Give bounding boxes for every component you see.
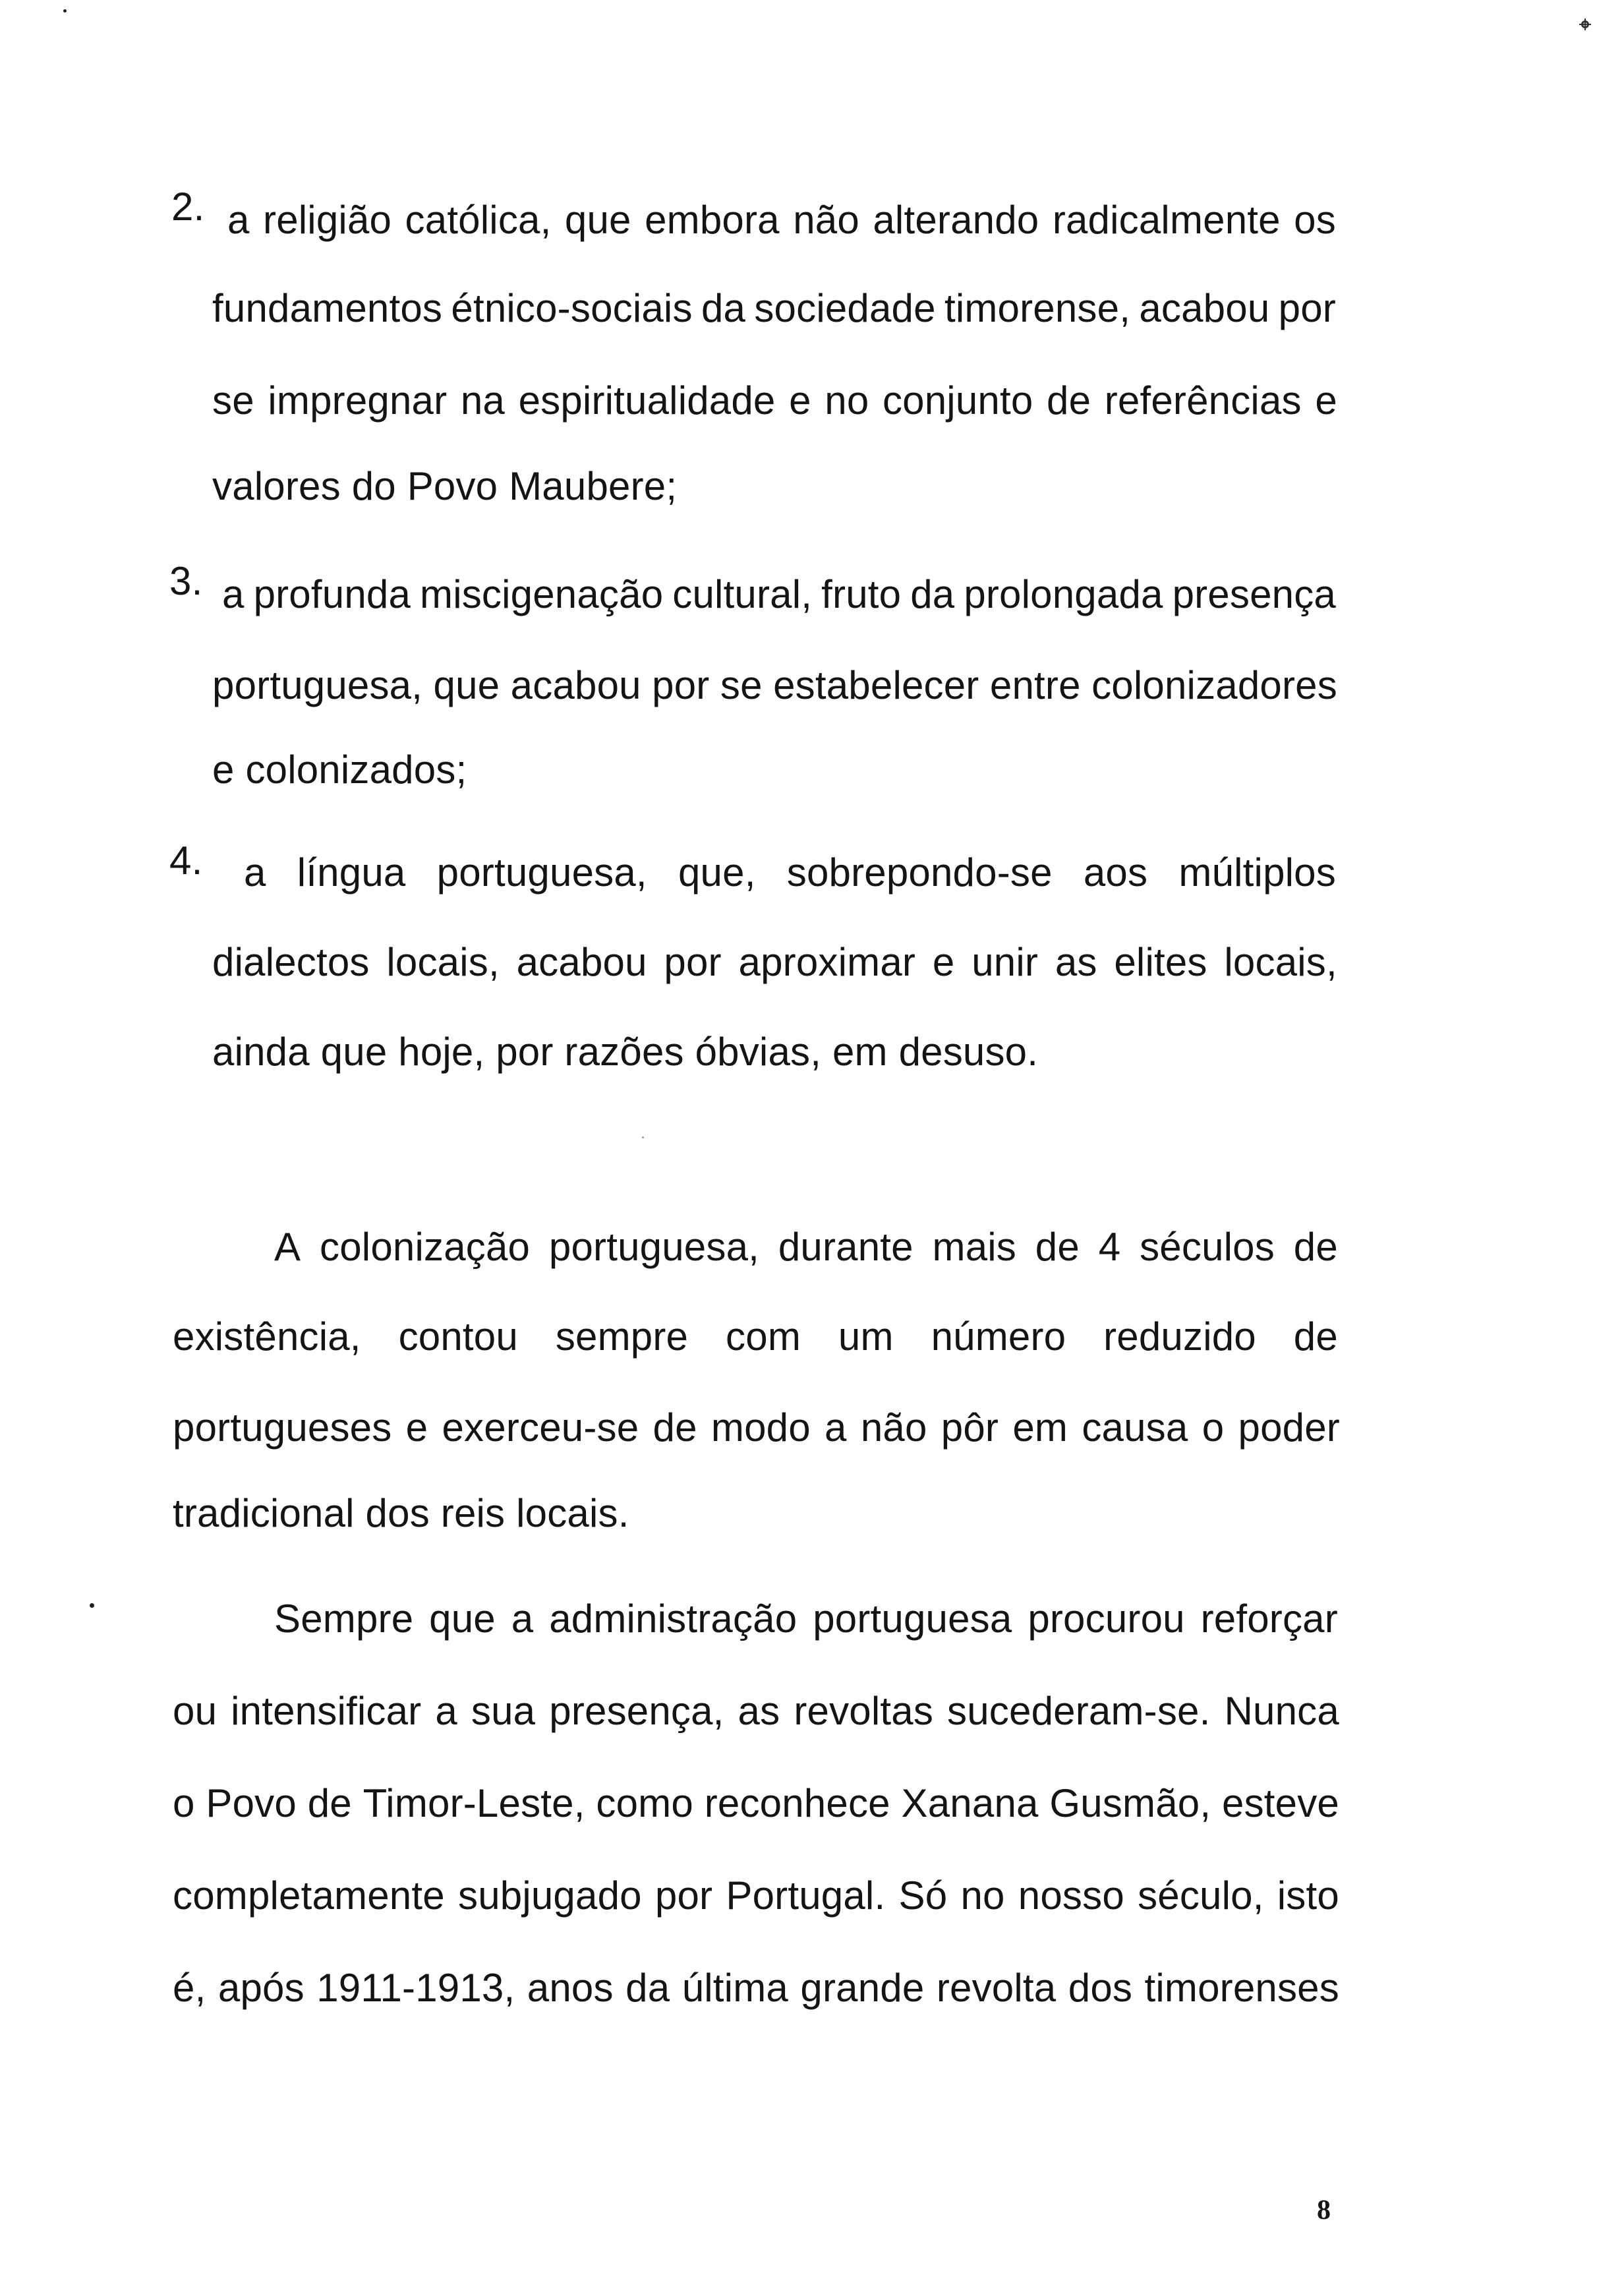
- word: com: [726, 1314, 801, 1359]
- word: colonizadores: [1091, 663, 1337, 707]
- word: anos: [527, 1966, 614, 2010]
- word: de: [652, 1405, 697, 1450]
- word: impregnar: [268, 378, 448, 423]
- word: a: [227, 198, 250, 242]
- word: radicalmente: [1052, 198, 1281, 242]
- word: locais,: [1224, 940, 1337, 984]
- word: reduzido: [1103, 1314, 1256, 1359]
- word: acabou: [510, 663, 641, 707]
- word: por: [654, 1873, 713, 1918]
- word: Timor-Leste,: [362, 1781, 585, 1825]
- word: profunda: [253, 572, 411, 616]
- word: alterando: [873, 198, 1039, 242]
- word: e: [405, 1405, 428, 1450]
- word: de: [1293, 1225, 1338, 1269]
- word: os: [1294, 198, 1336, 242]
- word: isto: [1277, 1873, 1339, 1918]
- word: Só: [898, 1873, 948, 1918]
- list-item-line: valores do Povo Maubere;: [212, 464, 678, 508]
- word: administração: [549, 1597, 798, 1641]
- scan-speck: [642, 1136, 644, 1138]
- word: se: [720, 663, 763, 707]
- list-number: 3.: [169, 559, 203, 603]
- word: fundamentos: [212, 286, 443, 330]
- word: as: [738, 1689, 780, 1733]
- word: miscigenação: [420, 572, 664, 616]
- word: pôr: [941, 1405, 999, 1450]
- word: estabelecer: [773, 663, 979, 707]
- word: por: [1278, 286, 1336, 330]
- paragraph-line: [274, 1595, 1338, 1643]
- word: portugueses: [173, 1405, 392, 1450]
- word: a: [244, 850, 266, 895]
- word: locais,: [386, 940, 500, 984]
- word: e: [932, 940, 955, 984]
- word: não: [793, 198, 859, 242]
- word: completamente: [173, 1873, 445, 1918]
- word: intensificar: [231, 1689, 422, 1733]
- word: existência,: [173, 1314, 361, 1359]
- word: acabou: [516, 940, 647, 984]
- word: Sempre: [274, 1597, 414, 1641]
- word: a: [825, 1405, 847, 1450]
- word: portuguesa: [813, 1597, 1012, 1641]
- scan-speck: [63, 9, 67, 13]
- word: por: [652, 663, 710, 707]
- word: A: [274, 1225, 301, 1269]
- word: timorense,: [944, 286, 1131, 330]
- word: da: [910, 572, 955, 616]
- word: por: [664, 940, 722, 984]
- word: Portugal.: [726, 1873, 886, 1918]
- word: como: [596, 1781, 693, 1825]
- word: grande: [800, 1966, 925, 2010]
- list-item-line: [244, 849, 1336, 897]
- word: número: [931, 1314, 1066, 1359]
- word: modo: [710, 1405, 811, 1450]
- word: timorenses: [1144, 1966, 1339, 2010]
- word: é,: [173, 1966, 206, 2010]
- list-item-line: ainda que hoje, por razões óbvias, em desuso.: [212, 1030, 1039, 1074]
- word: conjunto: [882, 378, 1033, 423]
- word: entre: [989, 663, 1081, 707]
- paragraph-line: [173, 1404, 1340, 1452]
- word: exerceu-se: [442, 1405, 639, 1450]
- word: revolta: [936, 1966, 1057, 2010]
- word: reforçar: [1200, 1597, 1338, 1641]
- word: dialectos: [212, 940, 370, 984]
- word: e: [789, 378, 811, 423]
- word: que: [564, 198, 631, 242]
- word: mais: [932, 1225, 1016, 1269]
- word: Xanana: [901, 1781, 1039, 1825]
- paragraph-line: [173, 1688, 1339, 1735]
- word: reconhece: [704, 1781, 890, 1825]
- word: fruto: [821, 572, 902, 616]
- word: o: [1202, 1405, 1225, 1450]
- word: portuguesa,: [436, 850, 647, 895]
- word: cultural,: [672, 572, 813, 616]
- paragraph-line: [173, 1964, 1339, 2012]
- word: de: [1035, 1225, 1080, 1269]
- word: presença,: [549, 1689, 724, 1733]
- word: o: [173, 1781, 195, 1825]
- word: colonização: [320, 1225, 531, 1269]
- word: última: [682, 1966, 788, 2010]
- word: e: [1315, 378, 1337, 423]
- word: sempre: [555, 1314, 689, 1359]
- word: ou: [173, 1689, 218, 1733]
- paragraph-line: [173, 1780, 1339, 1827]
- word: a: [511, 1597, 534, 1641]
- word: unir: [972, 940, 1039, 984]
- word: não: [860, 1405, 927, 1450]
- word: século,: [1138, 1873, 1264, 1918]
- word: múltiplos: [1178, 850, 1336, 895]
- word: Gusmão,: [1049, 1781, 1211, 1825]
- list-number: 4.: [169, 838, 203, 883]
- word: portuguesa,: [548, 1225, 760, 1269]
- word: no: [960, 1873, 1005, 1918]
- word: sociedade: [754, 286, 936, 330]
- list-item-line: [222, 571, 1336, 618]
- word: de: [1047, 378, 1091, 423]
- word: referências: [1104, 378, 1302, 423]
- word: que: [433, 663, 500, 707]
- word: da: [625, 1966, 670, 2010]
- list-item-line: e colonizados;: [212, 748, 467, 792]
- list-item-line: [212, 662, 1337, 709]
- word: étnico-sociais: [451, 286, 693, 330]
- word: 4: [1098, 1225, 1121, 1269]
- word: espiritualidade: [518, 378, 776, 423]
- word: aproximar: [738, 940, 916, 984]
- word: que: [429, 1597, 496, 1641]
- word: contou: [398, 1314, 518, 1359]
- word: após: [218, 1966, 304, 2010]
- word: sobrepondo-se: [786, 850, 1053, 895]
- word: esteve: [1222, 1781, 1339, 1825]
- word: subjugado: [458, 1873, 642, 1918]
- page-number: 8: [1317, 2195, 1331, 2225]
- word: que,: [678, 850, 756, 895]
- word: embora: [645, 198, 780, 242]
- word: Povo: [206, 1781, 297, 1825]
- word: elites: [1114, 940, 1207, 984]
- paragraph-line: tradicional dos reis locais.: [173, 1491, 629, 1535]
- word: procurou: [1028, 1597, 1185, 1641]
- word: acabou: [1139, 286, 1270, 330]
- word: língua: [297, 850, 406, 895]
- list-number: 2.: [171, 185, 205, 229]
- word: Nunca: [1224, 1689, 1339, 1733]
- word: prolongada: [964, 572, 1163, 616]
- list-item-line: [227, 196, 1336, 244]
- word: na: [460, 378, 505, 423]
- word: presença: [1172, 572, 1336, 616]
- word: durante: [778, 1225, 914, 1269]
- word: portuguesa,: [212, 663, 423, 707]
- word: nosso: [1018, 1873, 1124, 1918]
- word: a: [435, 1689, 457, 1733]
- word: revoltas: [794, 1689, 934, 1733]
- word: em: [1012, 1405, 1068, 1450]
- word: 1911-1913,: [316, 1966, 515, 2010]
- word: causa: [1082, 1405, 1188, 1450]
- list-item-line: [212, 939, 1337, 986]
- list-item-line: [212, 377, 1337, 425]
- word: de: [1293, 1314, 1338, 1359]
- word: aos: [1083, 850, 1148, 895]
- scan-blot-icon: [1578, 17, 1592, 32]
- word: sucederam-se.: [947, 1689, 1211, 1733]
- word: poder: [1238, 1405, 1340, 1450]
- word: as: [1055, 940, 1097, 984]
- word: de: [307, 1781, 352, 1825]
- word: se: [212, 378, 254, 423]
- list-item-line: [212, 285, 1336, 332]
- paragraph-line: [173, 1872, 1339, 1920]
- word: séculos: [1140, 1225, 1275, 1269]
- word: dos: [1068, 1966, 1133, 2010]
- word: católica,: [405, 198, 552, 242]
- scan-speck: [90, 1603, 94, 1608]
- word: sua: [471, 1689, 536, 1733]
- word: religião: [263, 198, 392, 242]
- word: um: [838, 1314, 894, 1359]
- word: no: [825, 378, 869, 423]
- word: a: [222, 572, 245, 616]
- paragraph-line: [274, 1223, 1338, 1271]
- paragraph-line: [173, 1313, 1338, 1361]
- word: da: [701, 286, 746, 330]
